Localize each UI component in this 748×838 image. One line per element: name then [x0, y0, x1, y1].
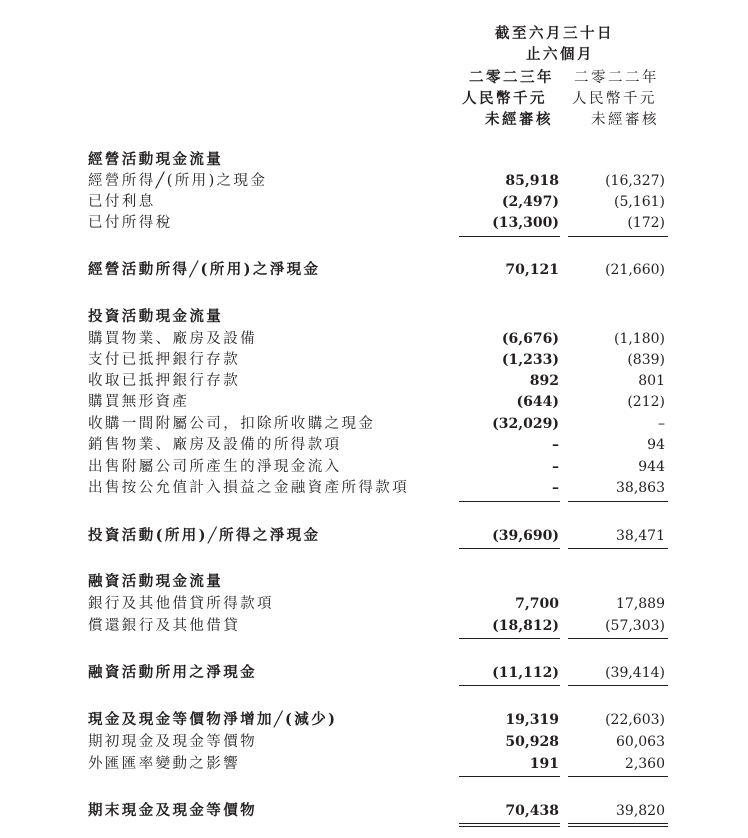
value-2023: (1,233) — [501, 352, 559, 368]
double-rule-top-2023 — [459, 823, 560, 824]
subtotal-rule-2023 — [459, 776, 560, 777]
value-2022: (1,180) — [613, 331, 665, 347]
value-2023: (13,300) — [492, 215, 559, 231]
row-label: 支付已抵押銀行存款 — [88, 352, 241, 368]
value-2023: 50,928 — [505, 734, 559, 750]
row-label: 現金及現金等價物淨增加╱(減少) — [88, 711, 338, 728]
value-2022: 17,889 — [616, 596, 665, 612]
value-2022: 38,863 — [616, 480, 665, 496]
table-row — [0, 732, 748, 752]
value-2023: 7,700 — [515, 596, 559, 612]
row-label: 購買物業、廠房及設備 — [88, 331, 257, 347]
value-2022: – — [658, 416, 665, 432]
table-row — [0, 350, 748, 370]
value-2022: (839) — [627, 352, 665, 368]
row-label: 已付所得稅 — [88, 215, 173, 231]
operating-heading: 經營活動現金流量 — [88, 151, 224, 168]
closing-total-label: 期末現金及現金等價物 — [88, 802, 257, 819]
operating-heading-row — [0, 150, 748, 170]
row-label: 銀行及其他借貸所得款項 — [88, 596, 274, 612]
value-2022: 60,063 — [616, 734, 665, 750]
investing-total-label: 投資活動(所用)╱所得之淨現金 — [88, 527, 321, 544]
value-2023: 19,319 — [505, 712, 559, 728]
closing-total-row — [0, 801, 748, 821]
investing-total-row — [0, 526, 748, 546]
col2-note: 未經審核 — [591, 112, 659, 128]
value-2022: (22,603) — [605, 712, 665, 728]
double-rule-bottom-2022 — [568, 826, 668, 827]
table-row — [0, 213, 748, 233]
value-2023: (2,497) — [501, 194, 559, 210]
row-label: 購買無形資產 — [88, 394, 190, 410]
row-label: 償還銀行及其他借貸 — [88, 618, 241, 634]
col1-year: 二零二三年 — [469, 69, 554, 86]
operating-total-label: 經營活動所得╱(所用)之淨現金 — [88, 261, 321, 278]
subtotal-rule-2022 — [568, 501, 668, 502]
value-2022: 94 — [647, 437, 665, 453]
table-row — [0, 192, 748, 212]
investing-total-2022: 38,471 — [616, 528, 665, 544]
table-row — [0, 616, 748, 636]
closing-total-2023: 70,438 — [505, 803, 559, 819]
financing-heading-row — [0, 572, 748, 592]
row-label: 銷售物業、廠房及設備的所得款項 — [88, 437, 342, 453]
subtotal-rule-2022 — [568, 776, 668, 777]
value-2023: – — [552, 437, 559, 453]
closing-total-2022: 39,820 — [616, 803, 665, 819]
subtotal-rule-2023 — [459, 501, 560, 502]
table-row — [0, 435, 748, 455]
value-2023: – — [552, 480, 559, 496]
table-row — [0, 478, 748, 498]
subtotal-rule-2023 — [459, 236, 560, 237]
table-row — [0, 754, 748, 774]
subtotal-rule-2022 — [568, 236, 668, 237]
row-label: 收購一間附屬公司，扣除所收購之現金 — [88, 416, 376, 432]
investing-total-2023: (39,690) — [492, 528, 559, 544]
col1-note: 未經審核 — [485, 111, 553, 128]
value-2023: 191 — [529, 756, 559, 772]
col2-unit: 人民幣千元 — [572, 91, 657, 107]
investing-heading: 投資活動現金流量 — [88, 308, 224, 325]
double-rule-top-2022 — [568, 823, 668, 824]
investing-heading-row — [0, 307, 748, 327]
row-label: 經營所得╱(所用)之現金 — [88, 173, 268, 189]
table-row — [0, 329, 748, 349]
row-label: 出售附屬公司所產生的淨現金流入 — [88, 459, 342, 475]
value-2022: (212) — [627, 394, 665, 410]
value-2022: (5,161) — [613, 194, 665, 210]
table-row — [0, 457, 748, 477]
operating-total-2022: (21,660) — [605, 262, 665, 278]
value-2023: (18,812) — [492, 618, 559, 634]
total-rule-2023 — [459, 685, 560, 686]
subtotal-rule-2023 — [459, 638, 560, 639]
operating-total-row — [0, 260, 748, 280]
row-label: 期初現金及現金等價物 — [88, 734, 257, 750]
col1-unit: 人民幣千元 — [462, 90, 547, 107]
row-label: 外匯匯率變動之影響 — [88, 756, 241, 772]
value-2023: 85,918 — [505, 173, 559, 189]
financing-total-2023: (11,112) — [492, 665, 559, 681]
table-row — [0, 392, 748, 412]
row-label: 出售按公允值計入損益之金融資產所得款項 — [88, 480, 410, 496]
row-label: 收取已抵押銀行存款 — [88, 373, 241, 389]
value-2022: 2,360 — [624, 756, 665, 772]
table-row — [0, 414, 748, 434]
table-row — [0, 594, 748, 614]
value-2023: – — [552, 459, 559, 475]
period-header-line1: 截至六月三十日 — [495, 25, 614, 42]
value-2022: (16,327) — [605, 173, 665, 189]
row-label: 已付利息 — [88, 194, 156, 210]
value-2023: (6,676) — [501, 331, 559, 347]
total-rule-2023 — [459, 548, 560, 549]
value-2022: (57,303) — [605, 618, 665, 634]
financing-heading: 融資活動現金流量 — [88, 573, 224, 590]
financing-total-2022: (39,414) — [605, 665, 665, 681]
subtotal-rule-2022 — [568, 638, 668, 639]
value-2023: (644) — [516, 394, 559, 410]
period-header-line2: 止六個月 — [526, 46, 594, 63]
table-row — [0, 710, 748, 730]
col2-year: 二零二二年 — [574, 70, 659, 86]
financing-total-label: 融資活動所用之淨現金 — [88, 664, 257, 681]
table-row — [0, 371, 748, 391]
financing-total-row — [0, 663, 748, 683]
double-rule-bottom-2023 — [459, 826, 560, 827]
value-2023: 892 — [529, 373, 559, 389]
operating-total-2023: 70,121 — [505, 262, 559, 278]
value-2022: (172) — [627, 215, 665, 231]
value-2022: 801 — [638, 373, 665, 389]
total-rule-2022 — [568, 548, 668, 549]
table-row — [0, 171, 748, 191]
value-2022: 944 — [638, 459, 665, 475]
value-2023: (32,029) — [492, 416, 559, 432]
total-rule-2022 — [568, 685, 668, 686]
